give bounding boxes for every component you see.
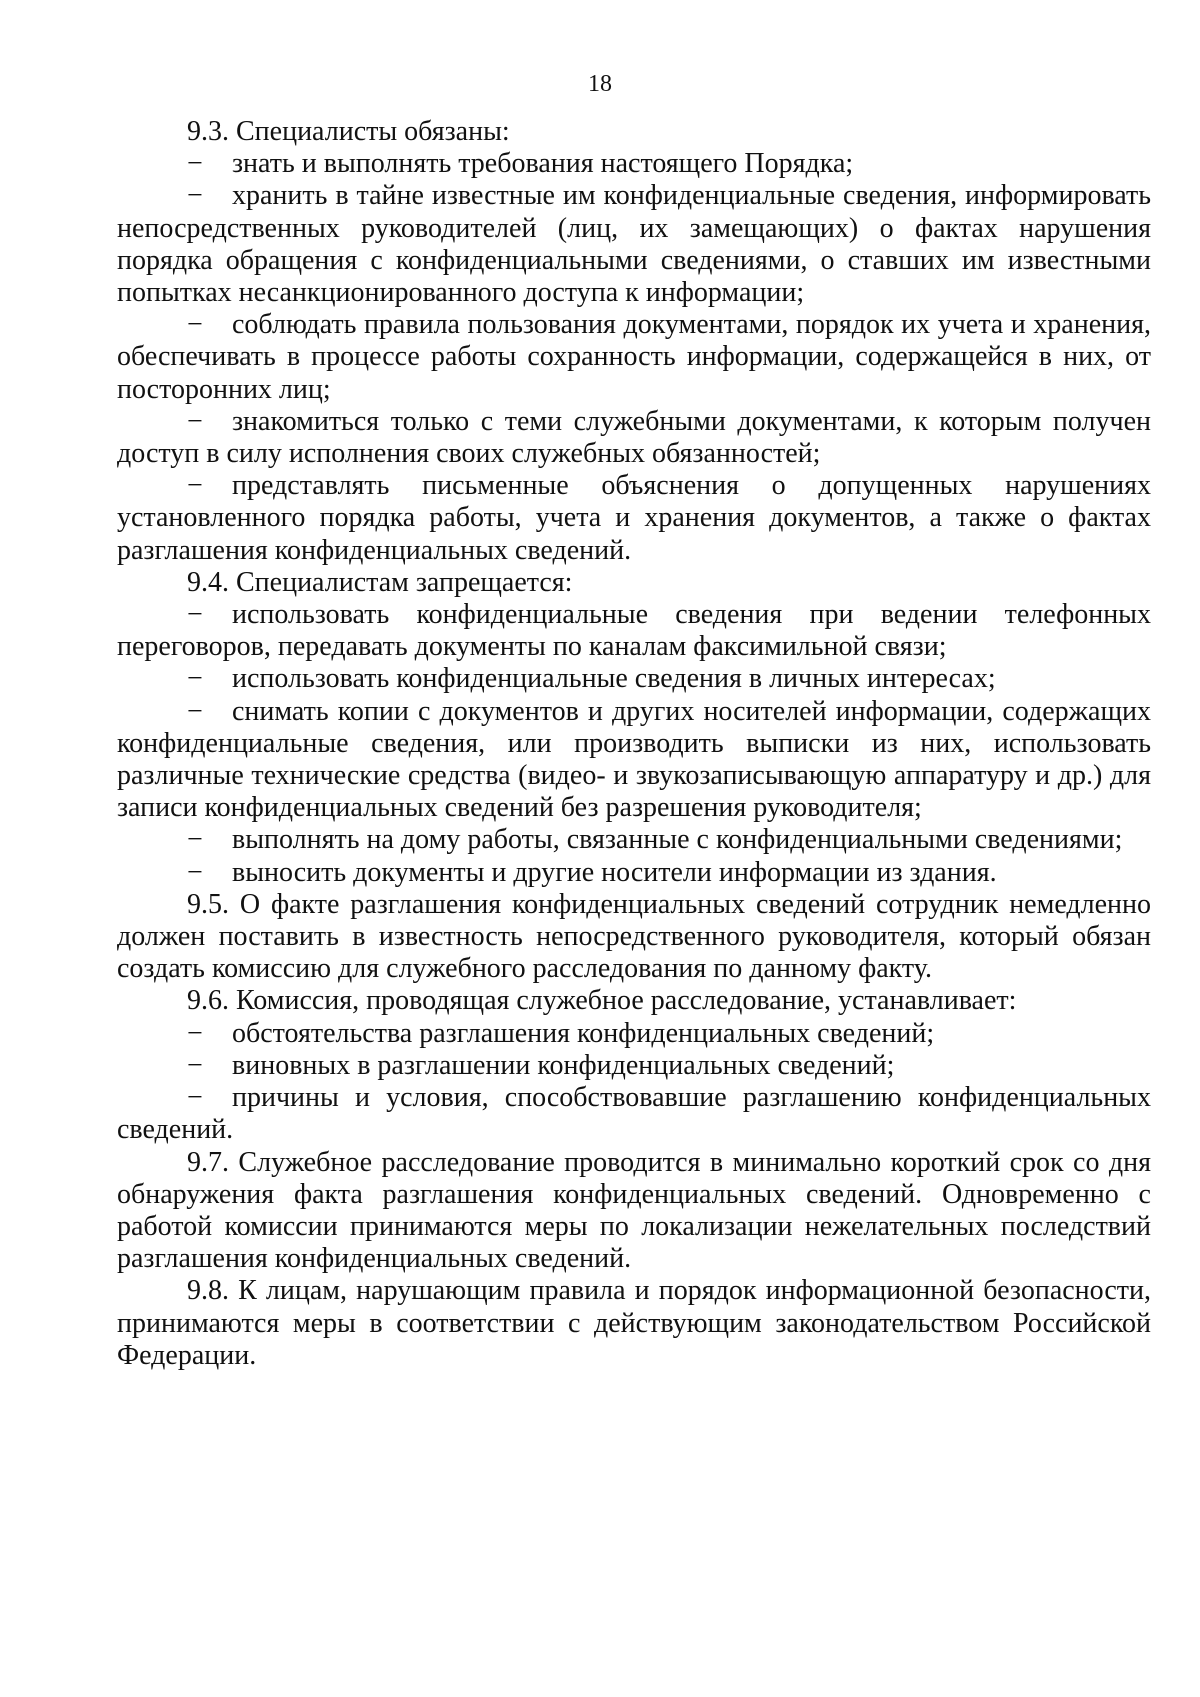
list-bullet: −: [187, 599, 203, 631]
list-bullet: −: [187, 856, 203, 888]
list-item: [117, 696, 1151, 825]
paragraph: 9.4. Специалистам запрещается:: [187, 566, 573, 598]
list-bullet: −: [187, 405, 203, 437]
list-item-text: хранить в тайне известные им конфиденциальные сведения, информировать непосредственных руководителей (лиц, их замещающих) о фактах нарушения порядка обращения с конфиденциальными сведениями, о ставших им известными попытках несанкционированного доступа к информации;: [117, 180, 1151, 309]
list-item-text: обстоятельства разглашения конфиденциальных сведений;: [232, 1017, 935, 1049]
list-bullet: −: [187, 663, 203, 695]
list-bullet: −: [187, 1049, 203, 1081]
page-number: 18: [588, 71, 612, 97]
paragraph: 9.3. Специалисты обязаны:: [187, 116, 510, 147]
list-item-text: использовать конфиденциальные сведения при ведении телефонных переговоров, передавать документы по каналам факсимильной связи;: [117, 599, 1151, 663]
list-bullet: −: [187, 148, 203, 180]
list-item-text: выполнять на дому работы, связанные с конфиденциальными сведениями;: [232, 824, 1123, 856]
list-item: [117, 180, 1151, 309]
list-item: [117, 599, 1151, 663]
list-bullet: −: [187, 1017, 203, 1049]
paragraph: 9.6. Комиссия, проводящая служебное расследование, устанавливает:: [187, 985, 1017, 1017]
list-item-text: знать и выполнять требования настоящего Порядка;: [232, 148, 854, 180]
list-bullet: −: [187, 309, 203, 341]
paragraph: 9.8. К лицам, нарушающим правила и порядок информационной безопасности, принимаются меры в соответствии с действующим законодательством Российской Федерации.: [117, 1275, 1151, 1371]
list-item-text: снимать копии с документов и других носителей информации, содержащих конфиденциальные сведения, или производить выписки из них, использовать различные технические средства (видео- и звукозаписывающую аппаратуру и др.) для записи конфиденциальных сведений без разрешения руководителя;: [117, 695, 1151, 824]
list-item: [117, 309, 1151, 406]
list-item: [117, 148, 1151, 180]
list-item-text: использовать конфиденциальные сведения в личных интересах;: [232, 663, 996, 695]
paragraph: 9.5. О факте разглашения конфиденциальных сведений сотрудник немедленно должен поставить в известность непосредственного руководителя, который обязан создать комиссию для служебного расследования по данному факту.: [117, 888, 1151, 985]
list-item-text: виновных в разглашении конфиденциальных сведений;: [232, 1049, 895, 1081]
list-bullet: −: [187, 180, 203, 212]
list-item-text: знакомиться только с теми служебными документами, к которым получен доступ в силу исполнения своих служебных обязанностей;: [117, 405, 1151, 470]
list-item-text: причины и условия, способствовавшие разглашению конфиденциальных сведений.: [117, 1082, 1151, 1146]
list-item-text: выносить документы и другие носители информации из здания.: [232, 856, 997, 888]
list-item: [117, 663, 1151, 695]
paragraph: 9.7. Служебное расследование проводится в минимально короткий срок со дня обнаружения факта разглашения конфиденциальных сведений. Одновременно с работой комиссии принимаются меры по локализации нежелательных последствий разглашения конфиденциальных сведений.: [117, 1146, 1151, 1275]
list-item: [117, 824, 1151, 856]
list-item-text: представлять письменные объяснения о допущенных нарушениях установленного порядка работы, учета и хранения документов, а также о фактах разглашения конфиденциальных сведений.: [117, 470, 1151, 566]
list-item: [117, 1050, 1151, 1082]
list-item: [117, 1082, 1151, 1146]
list-bullet: −: [187, 1082, 203, 1114]
list-item-text: соблюдать правила пользования документами, порядок их учета и хранения, обеспечивать в процессе работы сохранность информации, содержащейся в них, от посторонних лиц;: [117, 309, 1151, 405]
list-bullet: −: [187, 824, 203, 856]
list-bullet: −: [187, 695, 203, 727]
list-item: [117, 857, 1151, 889]
list-item: [117, 470, 1151, 567]
document-body: [117, 116, 1151, 1372]
list-item: [117, 406, 1151, 470]
list-item: [117, 1018, 1151, 1050]
list-bullet: −: [187, 470, 203, 502]
